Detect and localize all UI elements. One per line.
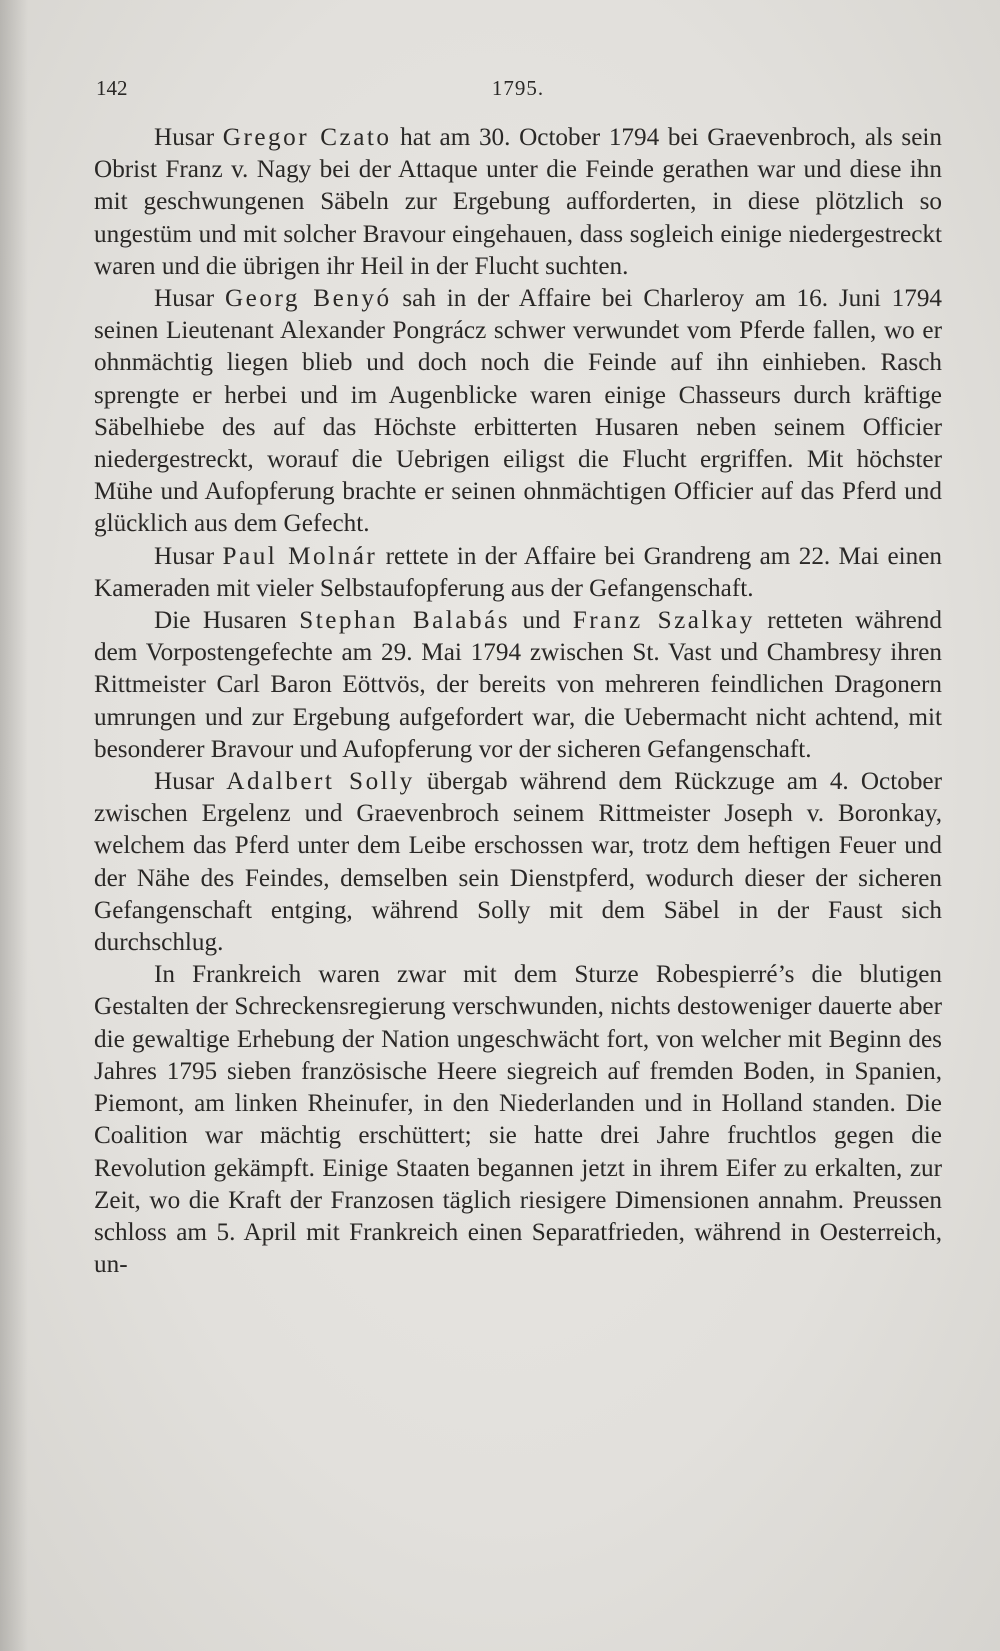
paragraph-lead: Husar xyxy=(154,768,227,796)
paragraph-text: sah in der Affaire bei Charleroy am 16. Juni 1794 seinen Lieutenant Alexander Pongrácz schwer verwundet vom Pferde fallen, wo er ohnmächtig liegen blieb und doch noch die Feinde auf ihn einhieben. Rasch sprengte er herbei und im Augenblicke waren einige Chasseurs durch kräftige Säbelhiebe des auf das Höchste erbitterten Husaren neben seinem Officier niedergestreckt, worauf die Uebrigen eiligst die Flucht ergriffen. Mit höchster Mühe und Aufopferung brachte er seinen ohnmächtigen Officier auf das Pferd und glücklich aus dem Gefecht. xyxy=(94,285,943,538)
running-title: 1795. xyxy=(491,76,545,100)
person-name: Gregor Czato xyxy=(222,124,392,151)
body-text xyxy=(94,122,942,1281)
person-name: Georg Benyó xyxy=(224,285,392,313)
paragraph-connector: und xyxy=(510,607,573,635)
paragraph-text: In Frankreich waren zwar mit dem Sturze Robespierré’s die blutigen Gestalten der Schreckensregierung verschwunden, nichts destoweniger dauerte aber die gewaltige Erhebung der Nation ungeschwächt fort, von welcher mit Beginn des Jahres 1795 sieben französische Heere siegreich auf fremden Boden, in Spanien, Piemont, am linken Rheinufer, in den Niederlanden und in Holland standen. Die Coalition war mächtig erschüttert; sie hatte drei Jahre fruchtlos gegen die Revolution gekämpft. Einige Staaten begannen jetzt in ihrem Eifer zu erkalten, zur Zeit, wo die Kraft der Franzosen täglich riesigere Dimensionen annahm. Preussen schloss am 5. April mit Frankreich einen Separatfrieden, während in Oesterreich, un- xyxy=(94,961,942,1279)
person-name: Stephan Balabás xyxy=(299,607,511,635)
paragraph-text: hat am 30. October 1794 bei Graevenbroch, als sein Obrist Franz v. Nagy bei der Attaque unter die Feinde gerathen war und diese ihn mit geschwungenen Säbeln zur Ergebung aufforderten, in diese plötzlich so ungestüm und mit solcher Bravour eingehauen, dass sogleich einige niedergestreckt waren und die übrigen ihr Heil in der Flucht suchten. xyxy=(94,124,942,280)
person-name: Adalbert Solly xyxy=(226,768,415,796)
paragraph-solly xyxy=(94,766,942,959)
paragraph-benyo xyxy=(94,283,942,541)
paragraph-lead: Husar xyxy=(154,285,225,313)
paragraph-czato xyxy=(94,122,942,283)
page-number: 142 xyxy=(96,76,128,100)
paragraph-balabas-szalkay xyxy=(94,605,942,766)
paragraph-molnar xyxy=(94,541,942,605)
paragraph-text: rettete in der Affaire bei Grandreng am 22. Mai einen Kameraden mit vieler Selbstaufopferung aus der Gefangenschaft. xyxy=(94,542,942,602)
paragraph-text: retteten während dem Vorpostengefechte am 29. Mai 1794 zwischen St. Vast und Chambresy ihren Rittmeister Carl Baron Eöttvös, der bereits von mehreren feindlichen Dragonern umrungen und zur Ergebung aufgefordert war, die Uebermacht nicht achtend, mit besonderer Bravour und Aufopferung vor der sicheren Gefangenschaft. xyxy=(94,607,942,763)
page-gutter-shadow xyxy=(0,0,28,1651)
page-header xyxy=(96,76,940,106)
person-name-second: Franz Szalkay xyxy=(572,607,755,635)
paragraph-text: übergab während dem Rückzuge am 4. October zwischen Ergelenz und Graevenbroch seinem Rittmeister Joseph v. Boronkay, welchem das Pferd unter dem Leibe erschossen war, trotz dem heftigen Feuer und der Nähe des Feindes, demselben sein Dienstpferd, wodurch dieser der sicheren Gefangenschaft entging, während Solly mit dem Säbel in der Faust sich durchschlug. xyxy=(94,768,942,957)
paragraph-lead: Die Husaren xyxy=(154,607,300,635)
paragraph-lead: Husar xyxy=(154,542,223,570)
paragraph-frankreich xyxy=(94,959,942,1281)
paragraph-lead: Husar xyxy=(154,124,223,151)
person-name: Paul Molnár xyxy=(222,542,378,570)
